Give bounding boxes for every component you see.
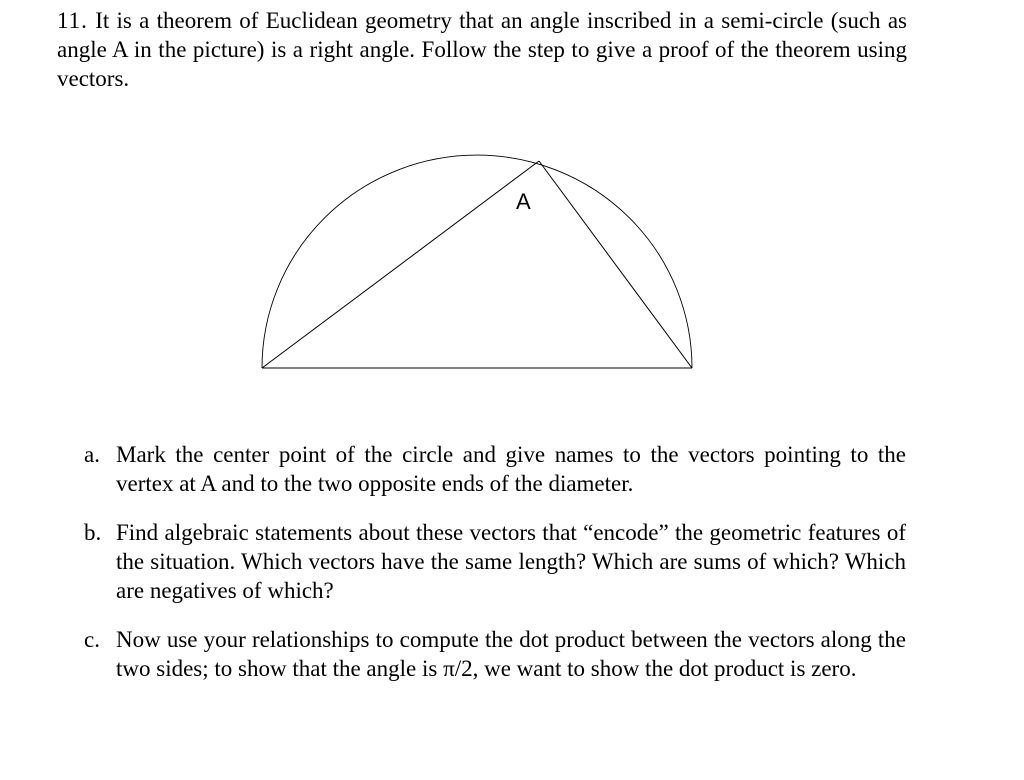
chord-left: [262, 161, 539, 368]
part-letter: c.: [84, 627, 100, 652]
part-c: [84, 625, 906, 683]
part-text: Now use your relationships to compute the dot product between the vectors along the two sides; to show that the angle is π/2, we want to show the dot product is zero.: [116, 627, 906, 681]
problem-number: 11.: [57, 8, 88, 33]
semicircle-arc: [262, 155, 692, 368]
part-letter: a.: [84, 442, 100, 467]
vertex-a-label: A: [516, 189, 531, 214]
part-letter: b.: [84, 520, 102, 545]
part-a: [84, 440, 906, 498]
problem-text: It is a theorem of Euclidean geometry that an angle inscribed in a semi-circle (such as angle A in the picture) is a right angle. Follow the step to give a proof of the theorem using vectors.: [57, 8, 908, 91]
chord-right: [539, 161, 692, 368]
part-b: [84, 518, 906, 605]
part-text: Find algebraic statements about these vectors that “encode” the geometric features of the situation. Which vectors have the same length? Which are sums of which? Which are negatives of which?: [116, 520, 906, 603]
problem-parts: [84, 440, 906, 703]
part-text: Mark the center point of the circle and give names to the vectors pointing to the vertex at A and to the two opposite ends of the diameter.: [116, 442, 906, 496]
